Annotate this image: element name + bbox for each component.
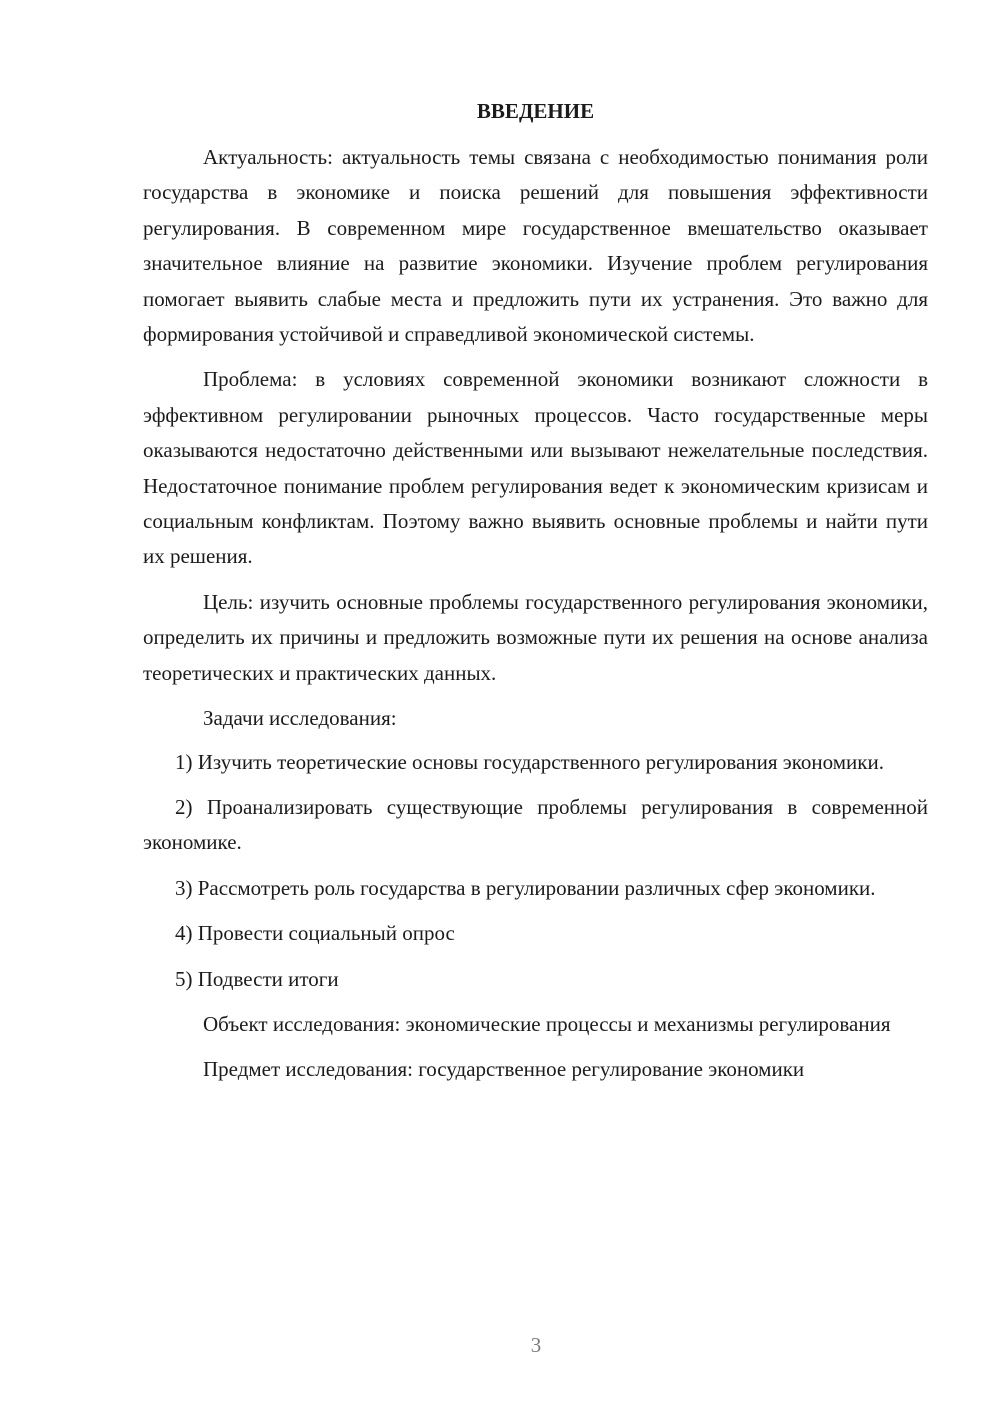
section-title: ВВЕДЕНИЕ (476, 99, 595, 123)
research-subject-paragraph: Предмет исследования: государственное регулирование экономики (203, 1057, 805, 1082)
document-body (143, 94, 928, 1098)
task-item-2: 2) Проанализировать существующие проблемы регулирования в современной экономике. (143, 794, 928, 855)
research-object-paragraph: Объект исследования: экономические процессы и механизмы регулирования (203, 1011, 891, 1036)
task-item-3: 3) Рассмотреть роль государства в регулировании различных сфер экономики. (175, 875, 876, 900)
task-item-5: 5) Подвести итоги (175, 966, 339, 991)
tasks-heading: Задачи исследования: (203, 706, 397, 731)
relevance-paragraph: Актуальность: актуальность темы связана с необходимостью понимания роли государства в экономике и поиска решений для повышения эффективности регулирования. В современном мире государственное вмешательство оказывает значительное влияние на развитие экономики. Изучение проблем регулирования помогает выявить слабые места и предложить пути их устранения. Это важно для формирования устойчивой и справедливой экономической системы. (143, 145, 928, 347)
task-item-4: 4) Провести социальный опрос (175, 921, 455, 946)
problem-paragraph: Проблема: в условиях современной экономики возникают сложности в эффективном регулировании рыночных процессов. Часто государственные меры оказываются недостаточно действенными или вызывают нежелательные последствия. Недостаточное понимание проблем регулирования ведет к экономическим кризисам и социальным конфликтам. Поэтому важно выявить основные проблемы и найти пути их решения. (143, 367, 928, 569)
task-item-1: 1) Изучить теоретические основы государственного регулирования экономики. (175, 749, 884, 774)
page-number: 3 (530, 1333, 542, 1357)
goal-paragraph: Цель: изучить основные проблемы государственного регулирования экономики, определить их причины и предложить возможные пути их решения на основе анализа теоретических и практических данных. (143, 589, 928, 685)
